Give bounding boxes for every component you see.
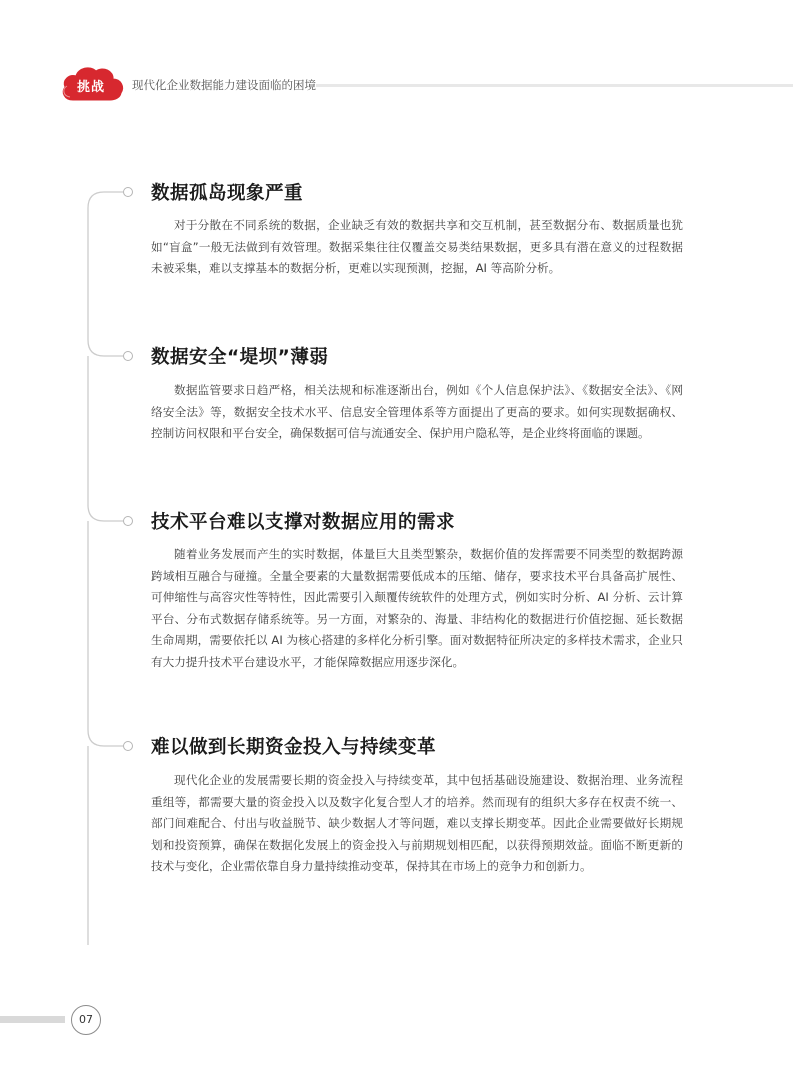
page-header bbox=[0, 60, 793, 110]
section-body: 数据监管要求日趋严格，相关法规和标准逐渐出台，例如《个人信息保护法》、《数据安全法》、《网络安全法》等，数据安全技术水平、信息安全管理体系等方面提出了更高的要求。如何实现数据确权、控制访问权限和平台安全，确保数据可信与流通安全、保护用户隐私等，是企业终将面临的课题。 bbox=[151, 383, 683, 440]
timeline-node bbox=[123, 187, 133, 197]
section-body: 对于分散在不同系统的数据，企业缺乏有效的数据共享和交互机制，甚至数据分布、数据质量也犹如“盲盒”一般无法做到有效管理。数据采集往往仅覆盖交易类结果数据，更多具有潜在意义的过程数据未被采集，难以支撑基本的数据分析，更难以实现预测，挖掘，AI 等高阶分析。 bbox=[151, 218, 683, 275]
cloud-badge bbox=[58, 62, 128, 108]
footer-bar bbox=[0, 1016, 65, 1023]
section-title: 数据安全“堤坝”薄弱 bbox=[151, 347, 329, 368]
timeline-node bbox=[123, 351, 133, 361]
timeline-node bbox=[123, 516, 133, 526]
section-title: 难以做到长期资金投入与持续变革 bbox=[151, 737, 437, 758]
header-title: 现代化企业数据能力建设面临的困境 bbox=[132, 78, 316, 92]
badge-label: 挑战 bbox=[76, 80, 105, 95]
section-body: 随着业务发展而产生的实时数据，体量巨大且类型繁杂，数据价值的发挥需要不同类型的数据跨源跨域相互融合与碰撞。全量全要素的大量数据需要低成本的压缩、储存，要求技术平台具备高扩展性、可伸缩性与高容灾性等特性，因此需要引入颠覆传统软件的处理方式，例如实时分析、AI 分析、云计算平台、分布式数据存储系统等。另一方面，对繁杂的、海量、非结构化的数据进行价值挖掘、延长数据生命周期，需要依托以 AI 为核心搭建的多样化分析引擎。面对数据特征所决定的多样技术需求，企业只有大力提升技术平台建设水平，才能保障数据应用逐步深化。 bbox=[151, 547, 683, 669]
timeline-node bbox=[123, 741, 133, 751]
page-number: 07 bbox=[71, 1005, 101, 1035]
section-body: 现代化企业的发展需要长期的资金投入与持续变革，其中包括基础设施建设、数据治理、业务流程重组等，都需要大量的资金投入以及数字化复合型人才的培养。然而现有的组织大多存在权责不统一、部门间难配合、付出与收益脱节、缺少数据人才等问题，难以支撑长期变革。因此企业需要做好长期规划和投资预算，确保在数据化发展上的资金投入与前期规划相匹配，以获得预期效益。面临不断更新的技术与变化，企业需依靠自身力量持续推动变革，保持其在市场上的竞争力和创新力。 bbox=[151, 773, 683, 873]
section-title: 技术平台难以支撑对数据应用的需求 bbox=[151, 512, 456, 533]
header-divider bbox=[316, 84, 793, 87]
section-title: 数据孤岛现象严重 bbox=[151, 183, 304, 204]
